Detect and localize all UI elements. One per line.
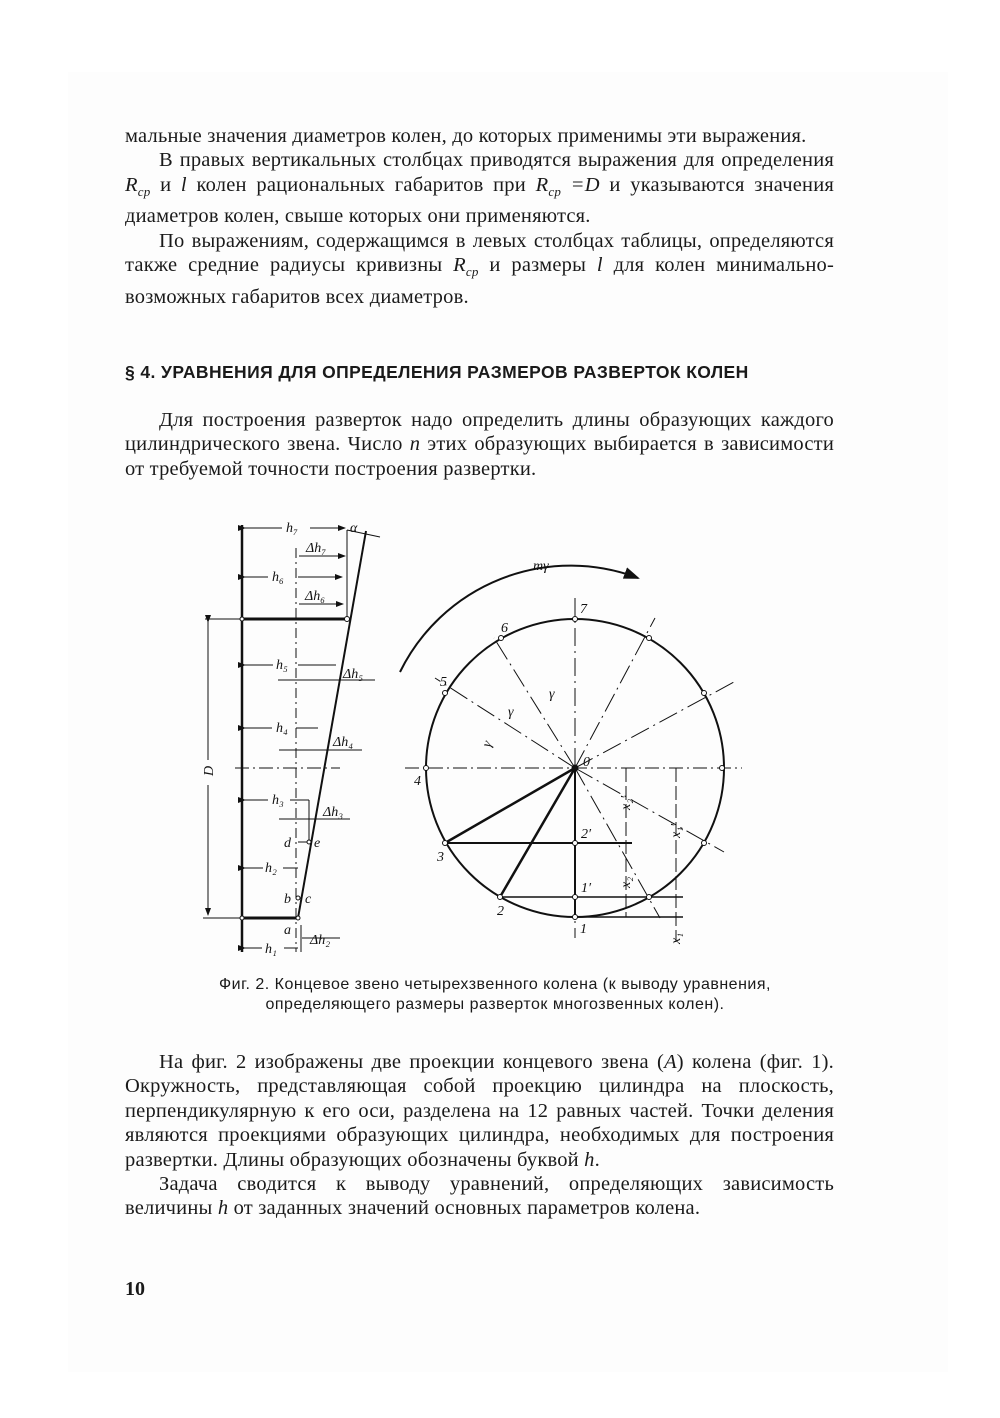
caption-line-1: Фиг. 2. Концевое звено четырехзвенного колена (к выводу уравнения, — [219, 976, 771, 993]
paragraph-continuation: мальные значения диаметров колен, до которых применимы эти выражения. — [125, 125, 807, 147]
label-point-2: 2 — [497, 904, 504, 919]
label-dh6: Δh₆ — [305, 589, 326, 604]
label-e: e — [314, 836, 321, 851]
label-h7: h₇ — [286, 521, 298, 536]
label-point-5: 5 — [440, 675, 447, 690]
label-x1: x₁ — [669, 932, 684, 944]
label-D: D — [202, 765, 217, 776]
label-point-6: 6 — [501, 621, 508, 636]
label-dh2: Δh₂ — [310, 933, 331, 948]
label-d: d — [284, 836, 291, 851]
side-projection — [202, 521, 380, 957]
label-gamma-1: γ — [549, 687, 555, 702]
label-dh4: Δh₄ — [333, 735, 354, 750]
paragraph-figure-description: На фиг. 2 изображены две проекции концевого звена (A) колена (фиг. 1). Окружность, представляющая собой проекцию цилиндра на плоскость, перпендикулярную к его оси, разделена на 12 равных частей. Точки деления являются проекциями образующих цилиндра, необходимых для построения развертки. Длины образующих обозначены буквой h. — [125, 1051, 834, 1171]
paragraph-left-columns: По выражениям, содержащимся в левых столбцах таблицы, определяются также средние радиусы кривизны $R_{ср}$ и размеры l для колен минимально-возможных габаритов всех диаметров. — [125, 229, 834, 308]
label-a: a — [284, 923, 291, 938]
label-point-1-prime: 1′ — [581, 881, 592, 896]
text-block-bottom — [125, 1050, 834, 1221]
label-h1: h₁ — [265, 942, 277, 957]
circle-projection — [400, 559, 742, 945]
caption-line-2: определяющего размеры разверток многозвенных колен). — [265, 996, 725, 1013]
label-h5: h₅ — [276, 658, 288, 673]
label-alpha: α — [350, 521, 358, 536]
section-heading: § 4. УРАВНЕНИЯ ДЛЯ ОПРЕДЕЛЕНИЯ РАЗМЕРОВ РАЗВЕРТОК КОЛЕН — [125, 362, 749, 382]
label-gamma-3: γ — [479, 739, 496, 750]
label-x2-prime: x₂′ — [619, 795, 634, 810]
label-gamma-2: γ — [508, 705, 514, 720]
label-center-0: 0 — [583, 755, 590, 770]
label-dh7: Δh₇ — [306, 541, 327, 556]
label-c: c — [305, 892, 312, 907]
label-point-3: 3 — [437, 850, 444, 865]
label-x1-prime: x₁′ — [669, 823, 684, 838]
label-point-1: 1 — [580, 922, 587, 937]
label-dh3: Δh₃ — [323, 805, 344, 820]
label-x2: x₂ — [619, 876, 634, 888]
label-h3: h₃ — [272, 793, 284, 808]
label-point-7: 7 — [580, 602, 587, 617]
label-h4: h₄ — [276, 721, 288, 736]
label-point-2-prime: 2′ — [581, 827, 592, 842]
label-point-4: 4 — [414, 774, 421, 789]
paragraph-task: Задача сводится к выводу уравнений, определяющих зависимость величины h от заданных значений основных параметров колена. — [125, 1173, 834, 1220]
label-m-gamma: mγ — [533, 559, 549, 574]
page-number: 10 — [125, 1278, 145, 1300]
paragraph-right-columns: В правых вертикальных столбцах приводятся выражения для определения $R_{ср}$ и l колен рациональных габаритов при $R_{ср} =D$ и указываются значения диаметров колен, свыше которых они применяются. — [125, 149, 834, 228]
label-h6: h₆ — [272, 570, 284, 585]
label-b: b — [284, 892, 291, 907]
label-dh5: Δh₅ — [343, 667, 364, 682]
label-h2: h₂ — [265, 861, 277, 876]
figure-caption — [150, 975, 840, 1015]
paragraph-intro: Для построения разверток надо определить длины образующих каждого цилиндрического звена. Число n этих образующих выбирается в зависимости от требуемой точности построения развертки. — [125, 409, 834, 480]
